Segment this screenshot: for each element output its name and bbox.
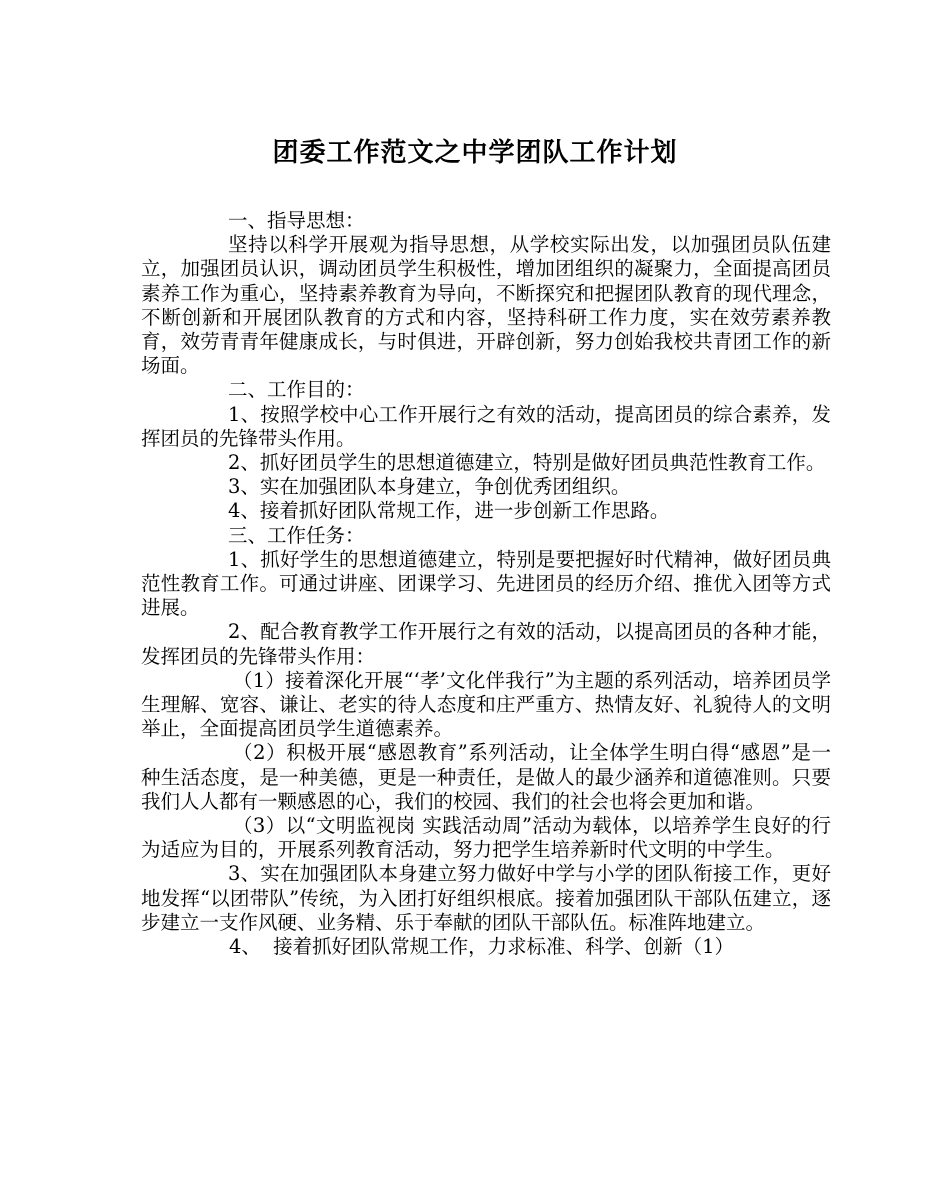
paragraph-goal-3: 3、实在加强团队本身建立，争创优秀团组织。 <box>228 475 631 499</box>
paragraph-task-3: 3、实在加强团队本身建立努力做好中学与小学的团队衔接工作，更好地发挥“以团带队”传统，为入团打好组织根底。接着加强团队干部队伍建立，逐步建立一支作风硬、业务精、乐于奉献的团队干部队伍。标准阵地建立。 <box>141 862 831 934</box>
paragraph-task-2-item-3: （3）以“文明监视岗 实践活动周”活动为载体，以培养学生良好的行为适应为目的，开展系列教育活动，努力把学生培养新时代文明的中学生。 <box>141 814 831 862</box>
paragraph-task-4: 4、 接着抓好团队常规工作，力求标准、科学、创新（1） <box>229 935 735 959</box>
paragraph-guiding-ideology: 坚持以科学开展观为指导思想，从学校实际出发，以加强团员队伍建立，加强团员认识，调动团员学生积极性，增加团组织的凝聚力，全面提高团员素养工作为重心，坚持素养教育为导向，不断探究和把握团队教育的现代理念，不断创新和开展团队教育的方式和内容，坚持科研工作力度，实在效劳素养教育，效劳青青年健康成长，与时俱进，开辟创新，努力创始我校共青团工作的新场面。 <box>141 233 831 378</box>
paragraph-task-2: 2、配合教育教学工作开展行之有效的活动，以提高团员的各种才能，发挥团员的先锋带头作用： <box>141 620 831 668</box>
section-heading-work-tasks: 三、工作任务： <box>228 523 365 547</box>
paragraph-goal-4: 4、接着抓好团队常规工作，进一步创新工作思路。 <box>228 499 670 523</box>
section-heading-guiding-ideology: 一、指导思想： <box>228 209 365 232</box>
paragraph-goal-1: 1、按照学校中心工作开展行之有效的活动，提高团员的综合素养，发挥团员的先锋带头作用。 <box>141 402 831 450</box>
paragraph-task-2-item-1: （1）接着深化开展“‘孝’文化伴我行”为主题的系列活动，培养团员学生理解、宽容、谦让、老实的待人态度和庄严重方、热情友好、礼貌待人的文明举止，全面提高团员学生道德素养。 <box>141 668 831 741</box>
paragraph-goal-2: 2、抓好团员学生的思想道德建立，特别是做好团员典范性教育工作。 <box>228 451 826 475</box>
section-heading-work-goals: 二、工作目的： <box>228 378 365 402</box>
document-title: 团委工作范文之中学团队工作计划 <box>272 138 678 168</box>
document-body <box>141 209 831 959</box>
paragraph-task-2-item-2: （2）积极开展“感恩教育”系列活动，让全体学生明白得“感恩”是一种生活态度，是一种美德，更是一种责任，是做人的最少涵养和道德准则。只要我们人人都有一颗感恩的心，我们的校园、我们的社会也将会更加和谐。 <box>141 741 831 813</box>
paragraph-task-1: 1、抓好学生的思想道德建立，特别是要把握好时代精神，做好团员典范性教育工作。可通过讲座、团课学习、先进团员的经历介绍、推优入团等方式进展。 <box>141 547 831 620</box>
